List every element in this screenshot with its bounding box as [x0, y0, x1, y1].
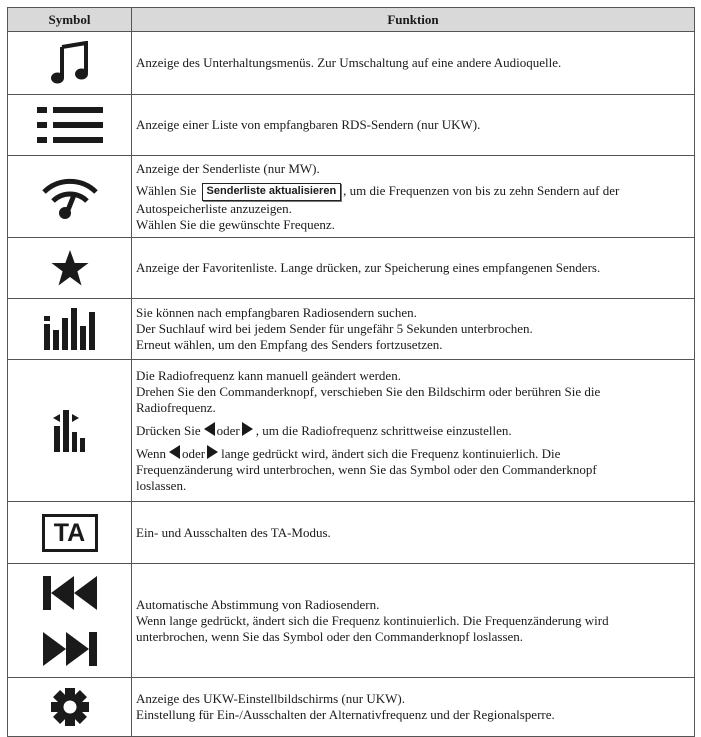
function-table — [7, 7, 695, 737]
manual-tune-icon — [52, 410, 88, 452]
description-text: Die Radiofrequenz kann manuell geändert werden. — [136, 367, 401, 383]
header-symbol: Symbol — [8, 8, 132, 32]
text-run: , um die Radiofrequenz schrittweise einzustellen. — [255, 422, 512, 438]
description-text: Autospeicherliste anzuzeigen. — [136, 200, 292, 216]
description-text: Einstellung für Ein-/Ausschalten der Alternativfrequenz und der Regionalsperre. — [136, 707, 555, 722]
left-arrow-icon — [204, 422, 215, 436]
scan-icon — [44, 308, 96, 350]
symbol-cell — [8, 156, 132, 238]
symbol-cell — [8, 502, 132, 564]
description-text: Anzeige des UKW-Einstellbildschirms (nur UKW). — [136, 691, 405, 706]
symbol-cell — [8, 238, 132, 299]
text-run: Drücken Sie — [136, 422, 201, 438]
symbol-cell — [8, 95, 132, 156]
text-run: oder — [216, 422, 240, 438]
table-row — [8, 299, 695, 360]
function-cell — [132, 502, 695, 564]
function-cell — [132, 95, 695, 156]
description-text: Ein- und Ausschalten des TA-Modus. — [136, 524, 331, 540]
senderliste-aktualisieren-button: Senderliste aktualisieren — [202, 183, 342, 201]
table-row — [8, 238, 695, 299]
function-cell — [132, 299, 695, 360]
symbol-cell — [8, 564, 132, 678]
description-text: Drehen Sie den Commanderknopf, verschieben Sie den Bildschirm oder berühren Sie die — [136, 383, 601, 399]
text-run: , um die Frequenzen von bis zu zehn Sendern auf der — [343, 182, 620, 198]
function-cell — [132, 156, 695, 238]
description-text: Der Suchlauf wird bei jedem Sender für ungefähr 5 Sekunden unterbrochen. — [136, 321, 533, 336]
text-run: Wählen Sie — [136, 182, 197, 198]
function-cell — [132, 360, 695, 502]
symbol-cell — [8, 32, 132, 95]
right-arrow-icon — [242, 422, 253, 436]
description-text: Erneut wählen, um den Empfang des Senders fortzusetzen. — [136, 337, 443, 352]
table-row — [8, 32, 695, 95]
symbol-cell — [8, 360, 132, 502]
right-arrow-icon — [207, 445, 218, 459]
description-text: Anzeige der Senderliste (nur MW). — [136, 160, 320, 176]
description-paragraph — [136, 183, 688, 201]
seek-forward-icon — [43, 632, 97, 666]
function-cell — [132, 32, 695, 95]
table-row — [8, 360, 695, 502]
table-row — [8, 678, 695, 737]
star-icon — [50, 249, 90, 287]
text-run: lange gedrückt wird, ändert sich die Frequenz kontinuierlich. Die — [221, 445, 561, 461]
description-text: Anzeige einer Liste von empfangbaren RDS-Sendern (nur UKW). — [136, 117, 481, 132]
description-text: Sie können nach empfangbaren Radiosendern suchen. — [136, 305, 417, 320]
table-row — [8, 156, 695, 238]
function-cell — [132, 238, 695, 299]
table-header-row — [8, 8, 695, 32]
description-text: Automatische Abstimmung von Radiosendern. — [136, 596, 380, 612]
seek-back-icon — [43, 576, 97, 610]
description-paragraph — [136, 445, 688, 462]
description-text: Anzeige des Unterhaltungsmenüs. Zur Umschaltung auf eine andere Audioquelle. — [136, 55, 562, 70]
symbol-cell — [8, 678, 132, 737]
list-icon — [37, 107, 103, 143]
description-text: Frequenzänderung wird unterbrochen, wenn Sie das Symbol oder den Commanderknopf — [136, 461, 597, 477]
function-cell — [132, 564, 695, 678]
text-run: Wenn — [136, 445, 166, 461]
description-text: unterbrochen, wenn Sie das Symbol oder den Commanderknopf loslassen. — [136, 628, 524, 644]
table-row — [8, 502, 695, 564]
description-text: Wählen Sie die gewünschte Frequenz. — [136, 216, 335, 232]
text-run: oder — [182, 445, 206, 461]
symbol-cell — [8, 299, 132, 360]
gear-icon — [50, 687, 90, 727]
music-note-icon — [50, 41, 90, 85]
left-arrow-icon — [169, 445, 180, 459]
description-text: Radiofrequenz. — [136, 399, 216, 415]
table-row — [8, 95, 695, 156]
station-signal-icon — [41, 175, 99, 219]
table-row — [8, 564, 695, 678]
ta-icon: TA — [42, 514, 98, 552]
description-paragraph — [136, 422, 688, 439]
description-text: Anzeige der Favoritenliste. Lange drücken, zur Speicherung eines empfangenen Senders. — [136, 260, 601, 275]
description-text: loslassen. — [136, 477, 187, 493]
header-funktion: Funktion — [132, 8, 695, 32]
description-text: Wenn lange gedrückt, ändert sich die Frequenz kontinuierlich. Die Frequenzänderung wird — [136, 612, 609, 628]
function-cell — [132, 678, 695, 737]
